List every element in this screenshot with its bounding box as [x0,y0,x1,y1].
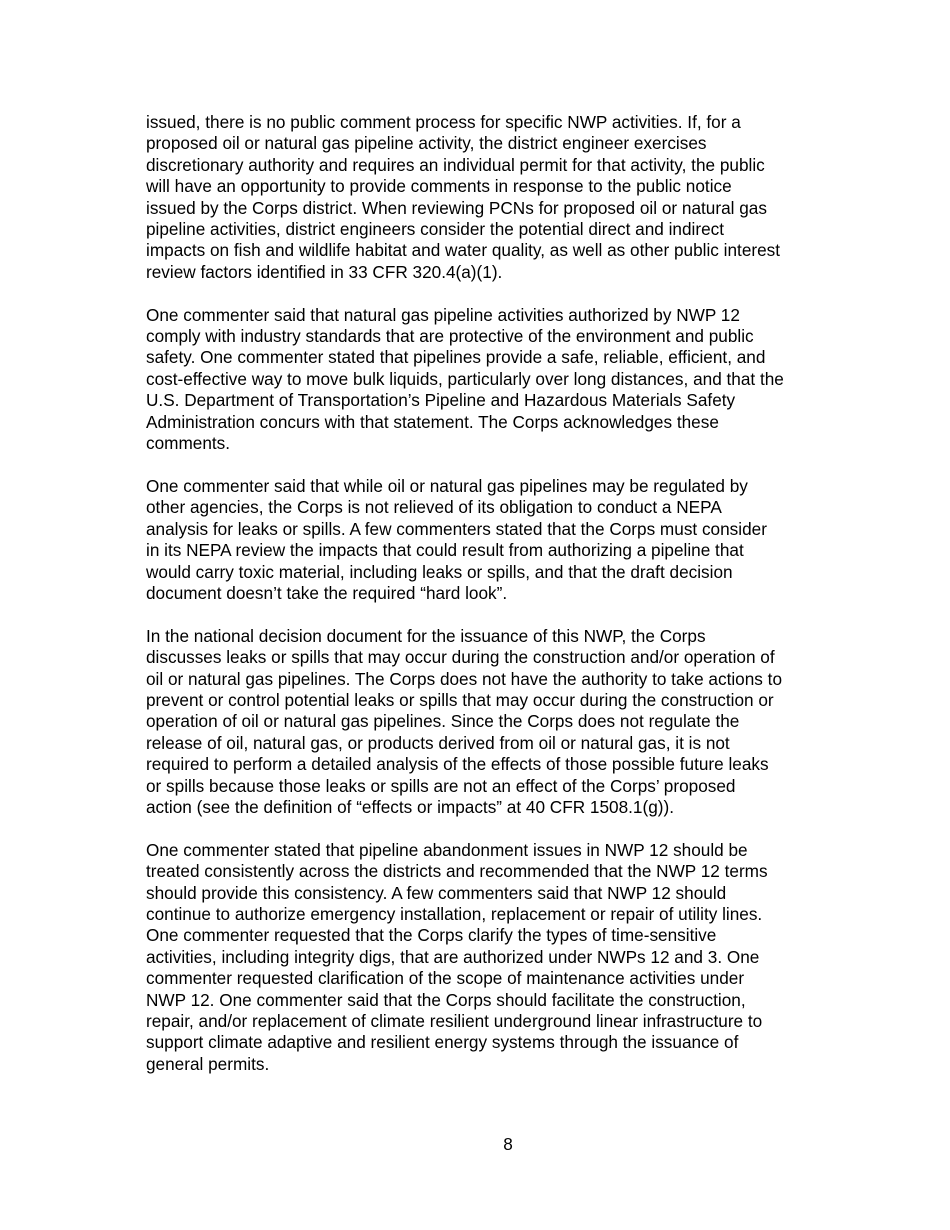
text-line: other agencies, the Corps is not relieved of its obligation to conduct a NEPA [146,497,722,518]
text-line: action (see the definition of “effects or impacts” at 40 CFR 1508.1(g)). [146,796,674,817]
text-line: One commenter said that while oil or natural gas pipelines may be regulated by [146,475,748,496]
text-line: proposed oil or natural gas pipeline activity, the district engineer exercises [146,133,707,154]
text-line: impacts on fish and wildlife habitat and water quality, as well as other public interest [146,240,781,261]
text-line: activities, including integrity digs, that are authorized under NWPs 12 and 3. One [146,946,760,967]
text-line: repair, and/or replacement of climate resilient underground linear infrastructure to [146,1011,763,1031]
paragraph-3 [146,476,846,604]
text-line: cost-effective way to move bulk liquids, particularly over long distances, and that the [146,368,784,389]
text-line: commenter requested clarification of the scope of maintenance activities under [146,968,745,989]
text-line: pipeline activities, district engineers consider the potential direct and indirect [146,219,725,240]
text-line: NWP 12. One commenter said that the Corps should facilitate the construction, [146,989,746,1010]
text-line: would carry toxic material, including leaks or spills, and that the draft decision [146,561,733,582]
text-line: analysis for leaks or spills. A few commenters stated that the Corps must consider [146,518,767,539]
text-line: will have an opportunity to provide comments in response to the public notice [146,176,732,197]
text-line: continue to authorize emergency installation, replacement or repair of utility lines. [146,903,763,924]
page-number: 8 [503,1134,513,1154]
text-line: Administration concurs with that statement. The Corps acknowledges these [146,411,719,432]
document-body [146,112,846,1097]
text-line: comments. [146,433,231,454]
text-line: required to perform a detailed analysis of the effects of those possible future leaks [146,754,769,775]
paragraph-1 [146,112,846,283]
text-line: operation of oil or natural gas pipelines. Since the Corps does not regulate the [146,711,740,732]
text-line: One commenter stated that pipeline abandonment issues in NWP 12 should be [146,839,748,860]
paragraph-2 [146,305,846,455]
paragraph-5 [146,840,846,1075]
text-line: oil or natural gas pipelines. The Corps does not have the authority to take actions to [146,668,783,689]
text-line: or spills because those leaks or spills are not an effect of the Corps’ proposed [146,775,736,796]
text-line: general permits. [146,1053,270,1074]
text-line: issued, there is no public comment process for specific NWP activities. If, for a [146,112,741,132]
text-line: document doesn’t take the required “hard look”. [146,582,508,603]
text-line: treated consistently across the districts and recommended that the NWP 12 terms [146,861,768,882]
text-line: safety. One commenter stated that pipelines provide a safe, reliable, efficient, and [146,347,766,368]
text-line: One commenter requested that the Corps clarify the types of time-sensitive [146,925,717,946]
text-line: discretionary authority and requires an individual permit for that activity, the public [146,154,765,175]
text-line: In the national decision document for the issuance of this NWP, the Corps [146,625,706,646]
text-line: discusses leaks or spills that may occur during the construction and/or operation of [146,647,775,668]
text-line: review factors identified in 33 CFR 320.4(a)(1). [146,261,503,282]
text-line: release of oil, natural gas, or products derived from oil or natural gas, it is not [146,732,730,753]
text-line: prevent or control potential leaks or spills that may occur during the construction or [146,689,774,710]
text-line: U.S. Department of Transportation’s Pipeline and Hazardous Materials Safety [146,390,736,411]
text-line: One commenter said that natural gas pipeline activities authorized by NWP 12 [146,304,740,325]
text-line: support climate adaptive and resilient energy systems through the issuance of [146,1032,739,1053]
text-line: should provide this consistency. A few commenters said that NWP 12 should [146,882,727,903]
text-line: in its NEPA review the impacts that could result from authorizing a pipeline that [146,540,744,561]
text-line: issued by the Corps district. When reviewing PCNs for proposed oil or natural gas [146,197,767,218]
paragraph-4 [146,626,846,819]
text-line: comply with industry standards that are protective of the environment and public [146,326,754,347]
